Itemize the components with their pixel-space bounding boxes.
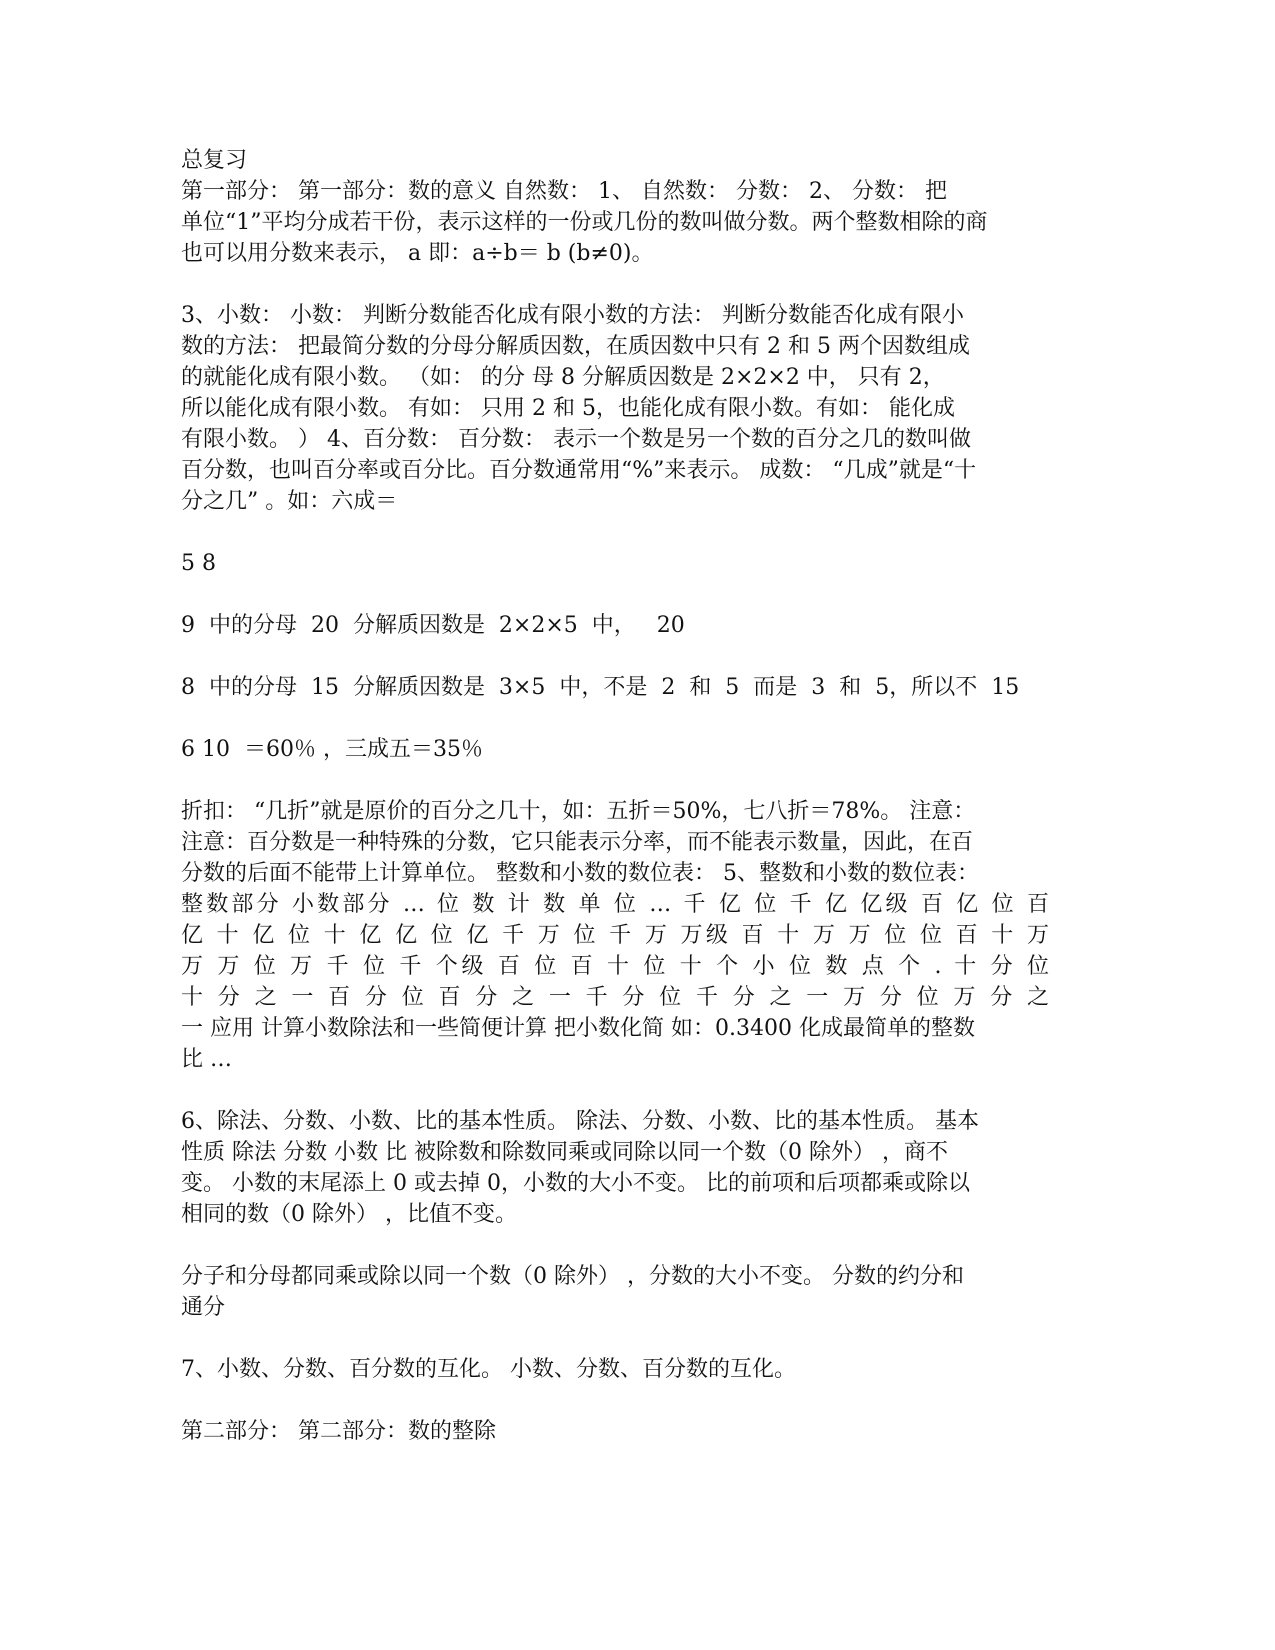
text-line: 注意：百分数是一种特殊的分数，它只能表示分率，而不能表示数量，因此，在百 xyxy=(181,830,974,855)
section-divisibility-heading: 第二部分： 第二部分：数的整除 xyxy=(181,1419,496,1444)
text-line: 比 … xyxy=(181,1047,232,1072)
text-line: 变。 小数的末尾添上 0 或去掉 0，小数的大小不变。 比的前项和后项都乘或除以 xyxy=(181,1171,970,1196)
text-line: 有限小数。 ） 4、百分数： 百分数： 表示一个数是另一个数的百分之几的数叫做 xyxy=(181,427,971,452)
text-line: 单位“1”平均分成若干份，表示这样的一份或几份的数叫做分数。两个整数相除的商 xyxy=(181,210,988,235)
text-line: 亿 十 亿 位 十 亿 亿 位 亿 千 万 位 千 万 万级 百 十 万 万 位 位 百 十 万 xyxy=(181,923,1051,948)
section-place-value-table xyxy=(181,889,1051,1075)
text-line: 的就能化成有限小数。 （如： 的分 母 8 分解质因数是 2×2×2 中， 只有 2， xyxy=(181,365,945,390)
text-line: 也可以用分数来表示， a 即：a÷b＝ b (b≠0)。 xyxy=(181,241,654,266)
text-line: 整数部分 小数部分 … 位 数 计 数 单 位 … 千 亿 位 千 亿 亿级 百 亿 位 百 xyxy=(181,892,1051,917)
text-line: 一 应用 计算小数除法和一些简便计算 把小数化简 如：0.3400 化成最简单的整数 xyxy=(181,1016,975,1041)
text-line: 相同的数（0 除外） ，比值不变。 xyxy=(181,1202,517,1227)
text-line: 3、小数： 小数： 判断分数能否化成有限小数的方法： 判断分数能否化成有限小 xyxy=(181,303,964,328)
text-line: 分数的后面不能带上计算单位。 整数和小数的数位表： 5、整数和小数的数位表： xyxy=(181,861,979,886)
fraction-fragment: 8 中的分母 15 分解质因数是 3×5 中，不是 2 和 5 而是 3 和 5，所以不 15 xyxy=(181,675,1020,700)
section-number-meaning xyxy=(181,176,1051,269)
fraction-fragment: 9 中的分母 20 分解质因数是 2×2×5 中， 20 xyxy=(181,613,685,638)
text-line: 数的方法： 把最简分数的分母分解质因数，在质因数中只有 2 和 5 两个因数组成 xyxy=(181,334,970,359)
section-conversion: 7、小数、分数、百分数的互化。 小数、分数、百分数的互化。 xyxy=(181,1357,796,1382)
document-page xyxy=(181,145,1051,1447)
text-line: 通分 xyxy=(181,1295,226,1320)
document-title: 总复习 xyxy=(181,148,248,173)
text-line: 所以能化成有限小数。 有如： 只用 2 和 5，也能化成有限小数。有如： 能化成 xyxy=(181,396,955,421)
section-fraction-properties xyxy=(181,1261,1051,1323)
text-line: 折扣： “几折”就是原价的百分之几十，如：五折＝50%，七八折＝78%。 注意： xyxy=(181,799,976,824)
text-line: 十 分 之 一 百 分 位 百 分 之 一 千 分 位 千 分 之 一 万 分 位 万 分 之 xyxy=(181,985,1051,1010)
text-line: 6、除法、分数、小数、比的基本性质。 除法、分数、小数、比的基本性质。 基本 xyxy=(181,1109,979,1134)
text-line: 第一部分： 第一部分：数的意义 自然数： 1、 自然数： 分数： 2、 分数： 把 xyxy=(181,179,947,204)
text-line: 万 万 位 万 千 位 千 个级 百 位 百 十 位 十 个 小 位 数 点 个 . 十 分 位 xyxy=(181,954,1051,979)
text-line: 分子和分母都同乘或除以同一个数（0 除外） ，分数的大小不变。 分数的约分和 xyxy=(181,1264,964,1289)
fraction-fragment: 5 8 xyxy=(181,551,216,576)
section-discount xyxy=(181,796,1051,889)
text-line: 百分数，也叫百分率或百分比。百分数通常用“%”来表示。 成数： “几成”就是“十 xyxy=(181,458,977,483)
fraction-fragment: 6 10 ＝60％ ，三成五＝35％ xyxy=(181,737,483,762)
text-line: 分之几” 。如：六成＝ xyxy=(181,489,398,514)
text-line: 性质 除法 分数 小数 比 被除数和除数同乘或同除以同一个数（0 除外） ，商不 xyxy=(181,1140,948,1165)
section-basic-properties xyxy=(181,1106,1051,1230)
section-decimals xyxy=(181,300,1051,517)
